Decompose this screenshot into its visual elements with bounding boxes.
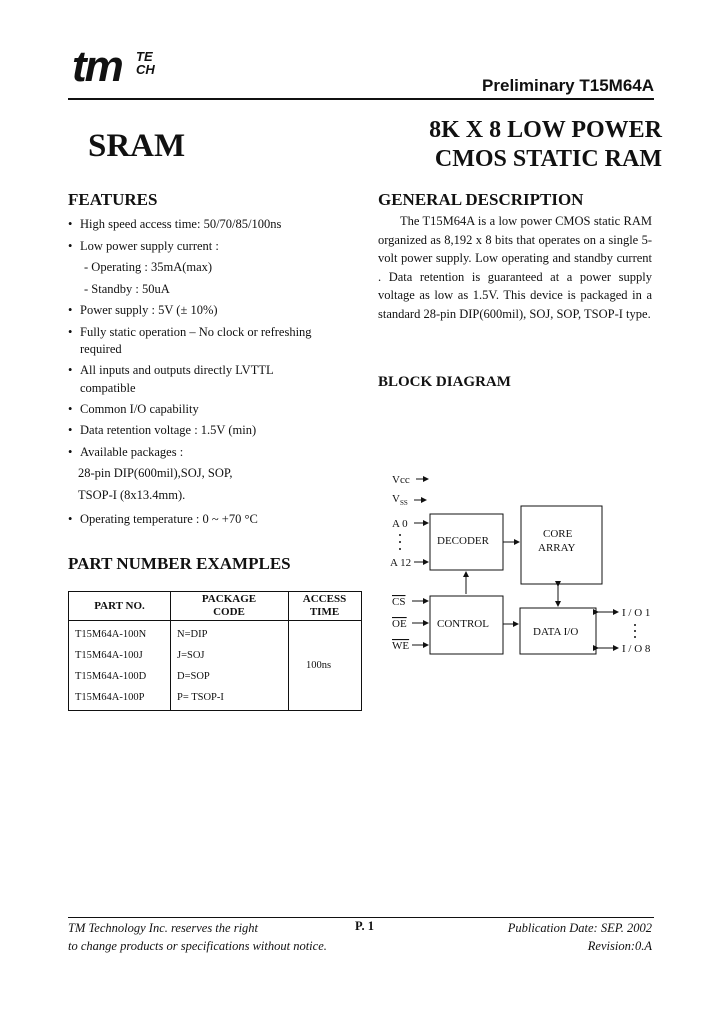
feature-data-retention: • Data retention voltage : 1.5V (min) [68, 420, 353, 442]
data-io-label: DATA I/O [533, 626, 579, 638]
we-label: WE [392, 640, 410, 652]
feature-access-time: • High speed access time: 50/70/85/100ns [68, 214, 353, 236]
feature-operating-current: - Operating : 35mA(max) [84, 260, 213, 274]
io8-label: I / O 8 [622, 643, 651, 655]
vss-sub-label: SS [400, 499, 408, 507]
part-no-cell: T15M64A-100J [75, 650, 143, 661]
feature-packages-tsop: TSOP-I (8x13.4mm). [78, 487, 186, 502]
package-code-cell: N=DIP [177, 629, 208, 640]
feature-packages-list: 28-pin DIP(600mil),SOJ, SOP, [78, 466, 233, 480]
cs-label: CS [392, 596, 406, 608]
part-no-cell: T15M64A-100D [75, 671, 147, 682]
features-heading: FEATURES [68, 190, 158, 209]
col-package-code [170, 593, 288, 619]
col-access-label: ACCESS [302, 593, 347, 605]
vcc-label: Vcc [392, 474, 410, 486]
footer-disclaimer [68, 919, 327, 955]
feature-lvttl: • All inputs and outputs directly LVTTL [68, 360, 353, 382]
product-title [429, 116, 662, 174]
feature-power-supply: • Power supply : 5V (± 10%) [68, 300, 353, 322]
feature-standby-current: - Standby : 50uA [84, 281, 170, 296]
feature-static-operation: • Fully static operation – No clock or refreshing [68, 322, 353, 344]
block-diagram [380, 460, 670, 660]
header-divider [68, 98, 654, 100]
feature-common-io: • Common I/O capability [68, 399, 353, 421]
decoder-label: DECODER [437, 535, 489, 547]
page-number: P. 1 [355, 919, 374, 933]
features-list [68, 214, 353, 531]
revision: Revision:0.A [587, 939, 652, 953]
product-title-line1: 8K X 8 LOW POWER [429, 117, 662, 143]
col-access-time [288, 593, 361, 619]
a12-label: A 12 [390, 557, 412, 569]
feature-power-current: • Low power supply current : [68, 236, 353, 258]
a0-label: A 0 [392, 518, 408, 530]
general-description-text: The T15M64A is a low power CMOS static RAM organized as 8,192 x 8 bits that operates on a single 5-volt power supply. Low operating and standby current . Data retention is guaranteed at a power supply voltage as low as 1.5V. This device is packaged in a standard 28-pin DIP(600mil), SOJ, SOP, TSOP-I type. [378, 214, 652, 321]
part-no-cell: T15M64A-100P [75, 692, 145, 703]
package-code-cell: P= TSOP-I [177, 692, 224, 703]
footer-disclaimer-line1: TM Technology Inc. reserves the right [68, 921, 259, 935]
general-description-heading: GENERAL DESCRIPTION [378, 190, 584, 209]
logo-tm: tm [72, 42, 122, 91]
col-time-label: TIME [309, 606, 340, 618]
block-diagram-heading: BLOCK DIAGRAM [378, 374, 511, 390]
feature-static-operation-cont: required [80, 342, 122, 356]
col-part-no: PART NO. [94, 600, 145, 612]
array-label: ARRAY [538, 542, 576, 554]
feature-packages: • Available packages : [68, 442, 353, 464]
feature-temperature: • Operating temperature : 0 ~ +70 °C [68, 509, 353, 531]
io1-label: I / O 1 [622, 607, 651, 619]
part-no-cell: T15M64A-100N [75, 629, 147, 640]
logo-ch: CH [136, 62, 155, 77]
package-code-cell: D=SOP [177, 671, 210, 682]
feature-lvttl-cont: compatible [80, 380, 136, 395]
core-label: CORE [543, 528, 573, 540]
part-number-table [68, 591, 362, 711]
product-category: SRAM [88, 128, 186, 164]
footer-divider [68, 917, 654, 918]
document-title: Preliminary T15M64A [482, 76, 654, 95]
access-time-cell: 100ns [306, 660, 332, 671]
part-number-heading: PART NUMBER EXAMPLES [68, 554, 291, 573]
footer-publication [508, 919, 652, 955]
product-title-line2: CMOS STATIC RAM [434, 146, 662, 172]
col-code-label: CODE [213, 606, 245, 618]
publication-date: Publication Date: SEP. 2002 [507, 921, 652, 935]
footer-disclaimer-line2: to change products or specifications without notice. [68, 939, 327, 953]
control-label: CONTROL [437, 618, 489, 630]
col-package-label: PACKAGE [201, 593, 257, 605]
vss-label: V [392, 493, 400, 505]
package-code-cell: J=SOJ [177, 650, 205, 661]
oe-label: OE [392, 618, 407, 630]
logo-te: TE [136, 49, 153, 64]
